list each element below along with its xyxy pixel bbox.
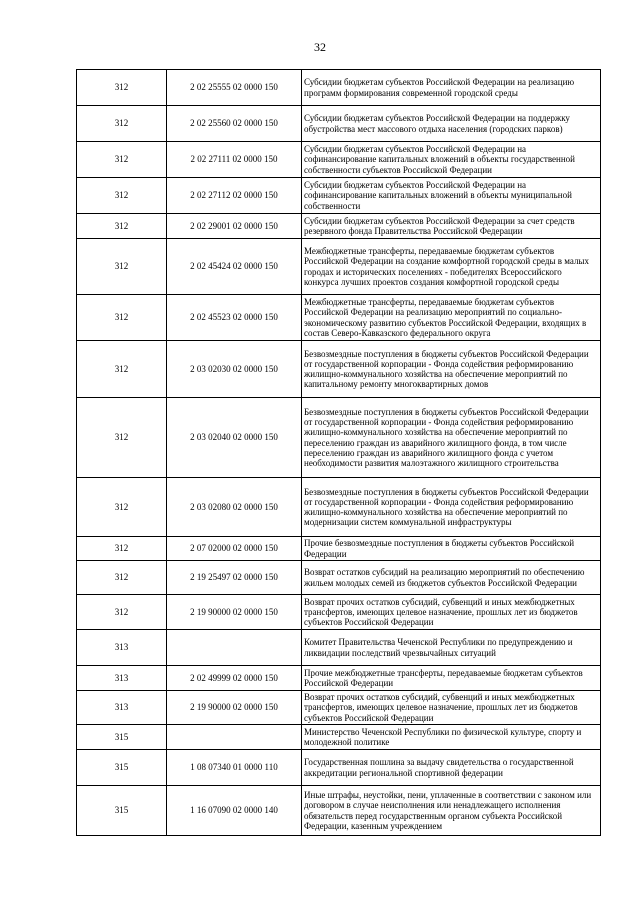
description-cell: Субсидии бюджетам субъектов Российской Федерации на софинансирование капитальных вложений в объекты муниципальной собственности — [302, 178, 601, 214]
description-cell: Безвозмездные поступления в бюджеты субъектов Российской Федерации от государственной корпорации - Фонда содействия реформированию жилищно-коммунального хозяйства на обеспечение мероприятий по модернизации систем коммунальной инфраструктуры — [302, 478, 601, 537]
description-cell: Министерство Чеченской Республики по физической культуре, спорту и молодежной политике — [302, 725, 601, 750]
budget-code-cell: 2 02 45523 02 0000 150 — [167, 295, 302, 341]
admin-code-cell: 315 — [77, 750, 167, 786]
table-row — [77, 142, 601, 178]
table-row — [77, 106, 601, 142]
budget-code-cell: 2 07 02000 02 0000 150 — [167, 537, 302, 561]
budget-code-cell: 2 03 02080 02 0000 150 — [167, 478, 302, 537]
admin-code-cell: 312 — [77, 214, 167, 239]
budget-code-cell: 2 02 25555 02 0000 150 — [167, 70, 302, 106]
description-cell: Межбюджетные трансферты, передаваемые бюджетам субъектов Российской Федерации на создание комфортной городской среды в малых городах и исторических поселениях - победителях Всероссийского конкурса лучших проектов создания комфортной городской среды — [302, 239, 601, 295]
admin-code-cell: 312 — [77, 537, 167, 561]
budget-code-cell: 2 02 45424 02 0000 150 — [167, 239, 302, 295]
admin-code-cell: 313 — [77, 666, 167, 691]
description-cell: Государственная пошлина за выдачу свидетельства о государственной аккредитации региональной спортивной федерации — [302, 750, 601, 786]
table-row — [77, 786, 601, 836]
table-row — [77, 750, 601, 786]
table-row — [77, 666, 601, 691]
table-row — [77, 214, 601, 239]
budget-code-cell: 2 19 90000 02 0000 150 — [167, 691, 302, 725]
budget-code-cell: 2 02 29001 02 0000 150 — [167, 214, 302, 239]
description-cell: Субсидии бюджетам субъектов Российской Федерации за счет средств резервного фонда Правительства Российской Федерации — [302, 214, 601, 239]
table-row — [77, 595, 601, 630]
admin-code-cell: 312 — [77, 142, 167, 178]
admin-code-cell: 312 — [77, 595, 167, 630]
budget-code-cell: 2 03 02030 02 0000 150 — [167, 341, 302, 398]
table-row — [77, 725, 601, 750]
budget-code-cell — [167, 630, 302, 666]
budget-code-cell: 2 02 25560 02 0000 150 — [167, 106, 302, 142]
admin-code-cell: 315 — [77, 725, 167, 750]
budget-code-cell: 2 02 49999 02 0000 150 — [167, 666, 302, 691]
description-cell: Субсидии бюджетам субъектов Российской Федерации на реализацию программ формирования современной городской среды — [302, 70, 601, 106]
admin-code-cell: 312 — [77, 106, 167, 142]
page-number: 32 — [314, 40, 326, 54]
description-cell: Возврат прочих остатков субсидий, субвенций и иных межбюджетных трансфертов, имеющих целевое назначение, прошлых лет из бюджетов субъектов Российской Федерации — [302, 595, 601, 630]
table-row — [77, 630, 601, 666]
admin-code-cell: 312 — [77, 239, 167, 295]
revenue-codes-table — [76, 69, 601, 836]
table-row — [77, 478, 601, 537]
description-cell: Возврат остатков субсидий на реализацию мероприятий по обеспечению жильем молодых семей из бюджетов субъектов Российской Федерации — [302, 561, 601, 595]
table-row — [77, 537, 601, 561]
budget-code-cell: 2 19 90000 02 0000 150 — [167, 595, 302, 630]
admin-code-cell: 312 — [77, 341, 167, 398]
table-row — [77, 691, 601, 725]
budget-code-cell: 2 02 27112 02 0000 150 — [167, 178, 302, 214]
table-row — [77, 70, 601, 106]
description-cell: Иные штрафы, неустойки, пени, уплаченные в соответствии с законом или договором в случае неисполнения или ненадлежащего исполнения обязательств перед государственным органом субъекта Российской Федерации, казенным учреждением — [302, 786, 601, 836]
table-row — [77, 398, 601, 478]
description-cell: Прочие межбюджетные трансферты, передаваемые бюджетам субъектов Российской Федерации — [302, 666, 601, 691]
description-cell: Субсидии бюджетам субъектов Российской Федерации на софинансирование капитальных вложений в объекты государственной собственности субъектов Российской Федерации — [302, 142, 601, 178]
admin-code-cell: 312 — [77, 398, 167, 478]
admin-code-cell: 313 — [77, 691, 167, 725]
table-row — [77, 341, 601, 398]
admin-code-cell: 312 — [77, 295, 167, 341]
admin-code-cell: 312 — [77, 70, 167, 106]
description-cell: Субсидии бюджетам субъектов Российской Федерации на поддержку обустройства мест массового отдыха населения (городских парков) — [302, 106, 601, 142]
admin-code-cell: 312 — [77, 561, 167, 595]
table-row — [77, 561, 601, 595]
description-cell: Безвозмездные поступления в бюджеты субъектов Российской Федерации от государственной корпорации - Фонда содействия реформированию жилищно-коммунального хозяйства на обеспечение мероприятий по капитальному ремонту многоквартирных домов — [302, 341, 601, 398]
budget-code-cell — [167, 725, 302, 750]
description-cell: Межбюджетные трансферты, передаваемые бюджетам субъектов Российской Федерации на реализацию мероприятий по социально-экономическому развитию субъектов Российской Федерации, входящих в состав Северо-Кавказского федерального округа — [302, 295, 601, 341]
description-cell: Комитет Правительства Чеченской Республики по предупреждению и ликвидации последствий чрезвычайных ситуаций — [302, 630, 601, 666]
admin-code-cell: 312 — [77, 178, 167, 214]
admin-code-cell: 313 — [77, 630, 167, 666]
table-row — [77, 295, 601, 341]
budget-code-cell: 2 03 02040 02 0000 150 — [167, 398, 302, 478]
budget-code-cell: 2 19 25497 02 0000 150 — [167, 561, 302, 595]
table-row — [77, 239, 601, 295]
description-cell: Прочие безвозмездные поступления в бюджеты субъектов Российской Федерации — [302, 537, 601, 561]
admin-code-cell: 315 — [77, 786, 167, 836]
table-row — [77, 178, 601, 214]
description-cell: Возврат прочих остатков субсидий, субвенций и иных межбюджетных трансфертов, имеющих целевое назначение, прошлых лет из бюджетов субъектов Российской Федерации — [302, 691, 601, 725]
admin-code-cell: 312 — [77, 478, 167, 537]
budget-code-cell: 2 02 27111 02 0000 150 — [167, 142, 302, 178]
budget-code-cell: 1 16 07090 02 0000 140 — [167, 786, 302, 836]
budget-code-cell: 1 08 07340 01 0000 110 — [167, 750, 302, 786]
description-cell: Безвозмездные поступления в бюджеты субъектов Российской Федерации от государственной корпорации - Фонда содействия реформированию жилищно-коммунального хозяйства на обеспечение мероприятий по переселению граждан из аварийного жилищного фонда, в том числе переселению граждан из аварийного жилищного фонда с учетом необходимости развития малоэтажного жилищного строительства — [302, 398, 601, 478]
